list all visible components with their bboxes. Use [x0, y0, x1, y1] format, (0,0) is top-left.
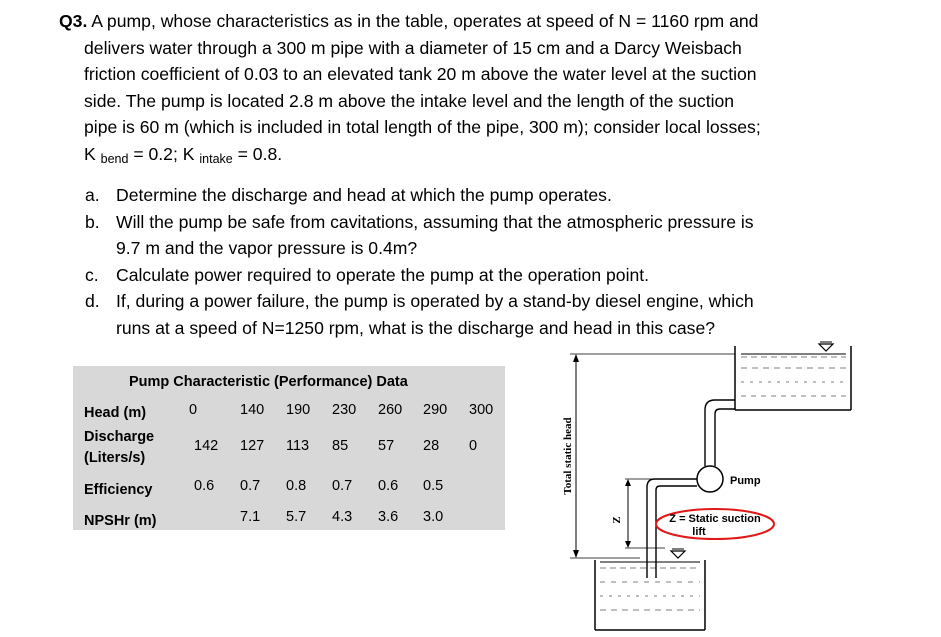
lower-tank — [595, 549, 705, 630]
pump-data-table — [73, 366, 505, 530]
efficiency-cell: 0.5 — [423, 478, 444, 494]
part-c-letter: c. — [85, 264, 99, 285]
discharge-cell: 0 — [469, 438, 478, 454]
question-line-3: friction coefficient of 0.03 to an elevated tank 20 m above the water level at the suction — [84, 64, 757, 85]
lower-level-marker-icon — [671, 551, 685, 558]
discharge-cell: 57 — [378, 438, 395, 454]
npshr-cell: 4.3 — [332, 509, 353, 525]
discharge-cell: 142 — [194, 438, 219, 454]
question-block — [59, 8, 929, 168]
part-b-cont: 9.7 m and the vapor pressure is 0.4m? — [116, 238, 418, 258]
head-cell: 0 — [189, 402, 198, 418]
part-a — [85, 182, 754, 209]
part-a-letter: a. — [85, 185, 100, 205]
suction-lift-annotation-line2: lift — [692, 526, 706, 538]
part-b-text-1: Will the pump be safe from cavitations, assuming that the atmospheric pressure is — [116, 211, 754, 232]
efficiency-cell: 0.8 — [286, 478, 307, 494]
k-intake-value: = 0.8. — [232, 143, 283, 164]
k-bend-value: = 0.2; K — [128, 143, 195, 164]
suction-pipe — [647, 479, 697, 578]
part-d-text-1: If, during a power failure, the pump is operated by a stand-by diesel engine, which — [116, 291, 754, 311]
efficiency-cell: 0.7 — [240, 478, 261, 494]
discharge-cell: 85 — [332, 438, 349, 454]
part-c — [85, 262, 754, 289]
suction-lift-annotation-line1: Z = Static suction — [669, 513, 761, 525]
table-title: Pump Characteristic (Performance) Data — [129, 374, 408, 390]
head-cell: 140 — [240, 402, 265, 418]
head-cell: 260 — [378, 402, 403, 418]
upper-level-marker-icon — [819, 344, 833, 351]
part-a-text: Determine the discharge and head at which the pump operates. — [116, 185, 612, 205]
question-line-4: side. The pump is located 2.8 m above the intake level and the length of the suction — [84, 90, 735, 111]
question-line-2: delivers water through a 300 m pipe with a diameter of 15 cm and a Darcy Weisbach — [84, 37, 742, 58]
head-cell: 300 — [469, 402, 494, 418]
row-label-discharge-unit: (Liters/s) — [84, 450, 146, 466]
npshr-cell: 3.0 — [423, 509, 444, 525]
row-label-npshr: NPSHr (m) — [84, 513, 157, 529]
part-d-cont: runs at a speed of N=1250 rpm, what is the discharge and head in this case? — [116, 317, 716, 338]
k-bend-symbol: K — [84, 143, 96, 164]
part-b — [85, 209, 754, 236]
row-label-head: Head (m) — [84, 405, 147, 421]
pump-icon — [697, 466, 723, 492]
z-label: Z — [611, 516, 623, 524]
question-line-1 — [59, 8, 929, 35]
discharge-cell: 127 — [240, 438, 265, 454]
discharge-cell: 28 — [423, 438, 440, 454]
part-b-letter: b. — [85, 211, 100, 232]
total-static-head-label: Total static head — [562, 417, 574, 495]
k-intake-subscript: intake — [199, 151, 233, 166]
pump-system-diagram — [540, 338, 870, 634]
head-cell: 290 — [423, 402, 448, 418]
part-d-letter: d. — [85, 291, 100, 311]
efficiency-cell: 0.6 — [378, 478, 399, 494]
delivery-pipe — [705, 400, 735, 466]
question-line-6 — [59, 141, 929, 168]
question-number: Q3. — [59, 11, 88, 31]
npshr-cell: 7.1 — [240, 509, 261, 525]
parts-list — [85, 182, 754, 341]
part-c-text: Calculate power required to operate the pump at the operation point. — [116, 264, 650, 285]
npshr-cell: 3.6 — [378, 509, 399, 525]
efficiency-cell: 0.6 — [194, 478, 215, 494]
k-bend-subscript: bend — [100, 151, 129, 166]
upper-tank — [735, 342, 851, 410]
head-cell: 190 — [286, 402, 311, 418]
question-text-1: A pump, whose characteristics as in the table, operates at speed of N = 1160 rpm and — [87, 11, 759, 31]
question-line-5: pipe is 60 m (which is included in total length of the pipe, 300 m); consider local losses; — [84, 117, 761, 138]
npshr-cell: 5.7 — [286, 509, 307, 525]
pump-label: Pump — [730, 475, 761, 487]
head-cell: 230 — [332, 402, 357, 418]
row-label-efficiency: Efficiency — [84, 482, 153, 498]
discharge-cell: 113 — [286, 438, 310, 454]
row-label-discharge: Discharge — [84, 429, 155, 445]
total-static-head-dimension — [570, 354, 735, 558]
part-d — [85, 288, 754, 315]
efficiency-cell: 0.7 — [332, 478, 353, 494]
